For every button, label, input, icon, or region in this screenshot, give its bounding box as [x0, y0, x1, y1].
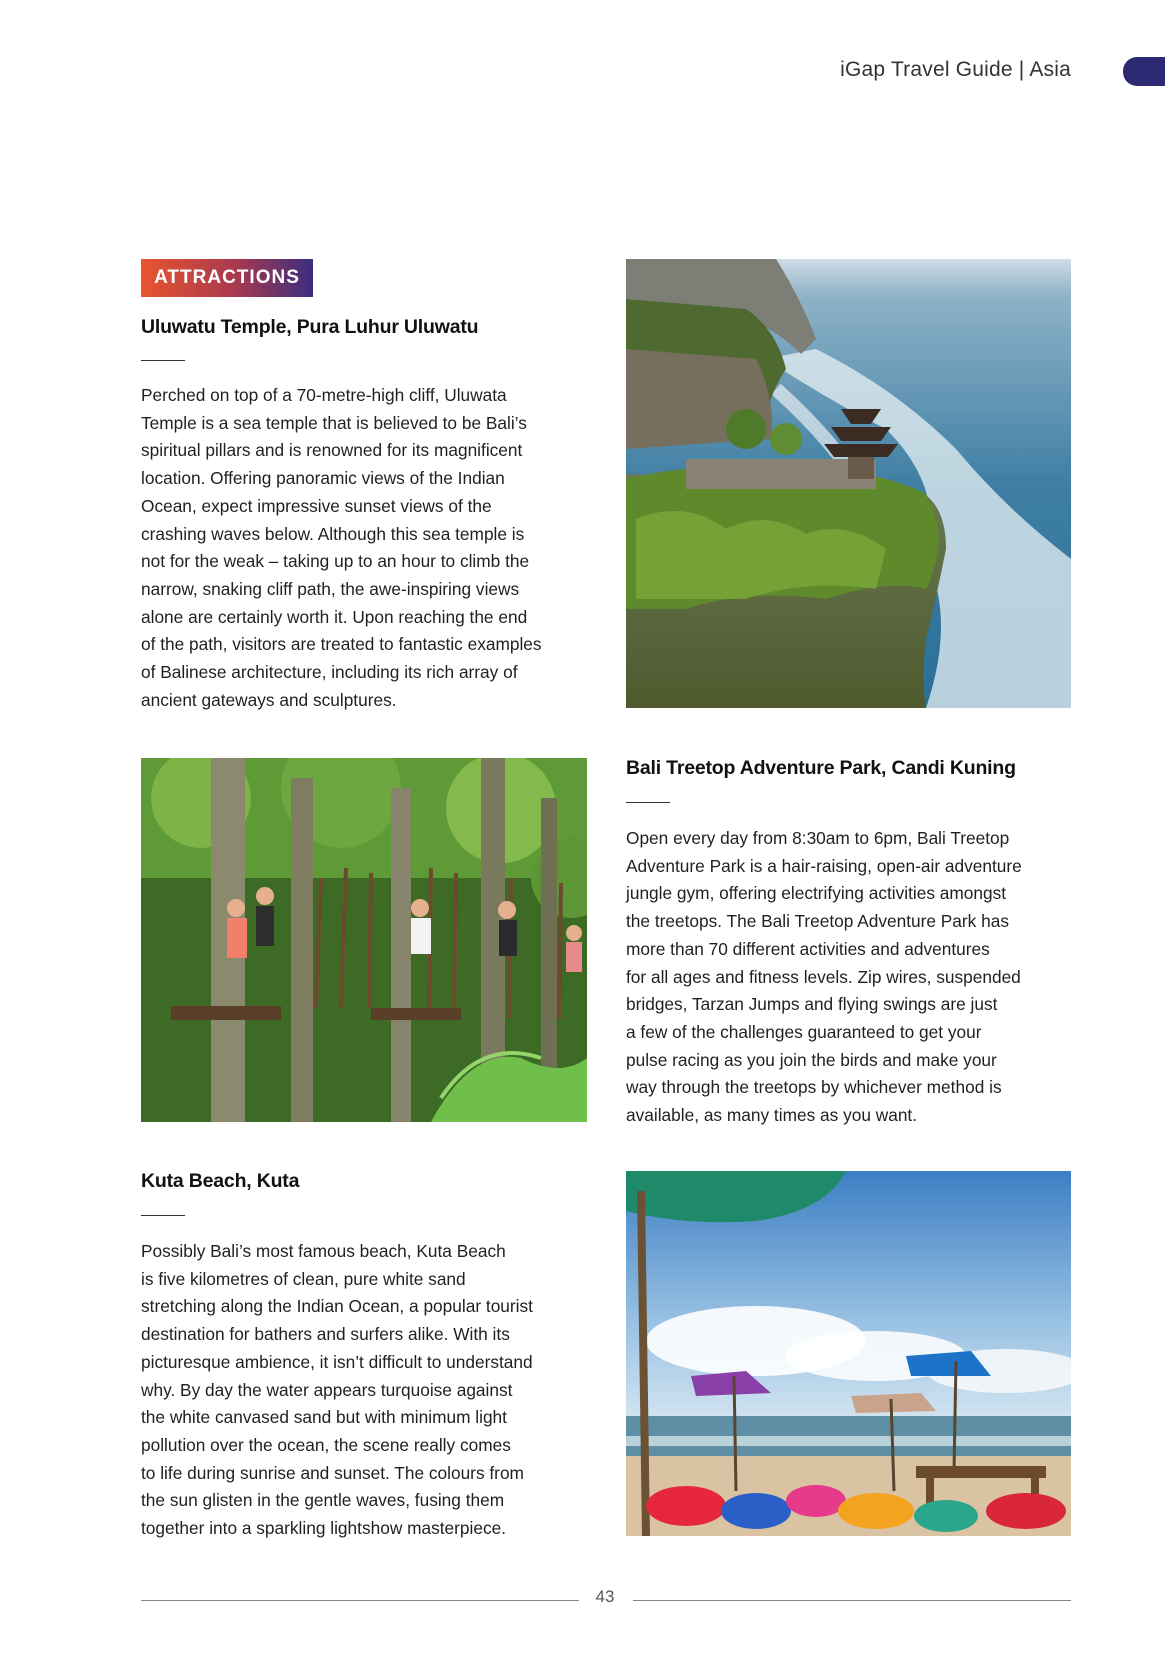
attraction-text-kuta: [141, 1238, 601, 1543]
body-line: ancient gateways and sculptures.: [141, 689, 397, 710]
body-line: why. By day the water appears turquoise against: [141, 1379, 513, 1400]
footer-rule-right: [633, 1600, 1071, 1601]
page-number: 43: [595, 1587, 615, 1606]
body-line: Open every day from 8:30am to 6pm, Bali Treetop: [626, 828, 1010, 848]
body-line: the treetops. The Bali Treetop Adventure Park has: [626, 911, 1009, 932]
body-line: stretching along the Indian Ocean, a popular tourist: [141, 1296, 533, 1317]
body-line: together into a sparkling lightshow masterpiece.: [141, 1518, 507, 1539]
uluwatu-temple-photo: [626, 259, 1071, 708]
treetop-adventure-photo: [141, 758, 587, 1122]
body-line: the sun glisten in the gentle waves, fusing them: [141, 1490, 505, 1511]
body-line: a few of the challenges guaranteed to get your: [626, 1021, 982, 1042]
body-line: spiritual pillars and is renowned for its magnificent: [141, 440, 523, 461]
body-line: available, as many times as you want.: [626, 1105, 918, 1126]
body-line: to life during sunrise and sunset. The colours from: [141, 1462, 524, 1483]
title-divider: [141, 1215, 185, 1216]
kuta-beach-photo: [626, 1171, 1071, 1536]
section-badge: ATTRACTIONS: [141, 259, 313, 297]
body-line: bridges, Tarzan Jumps and flying swings are just: [626, 994, 998, 1015]
body-line: is five kilometres of clean, pure white sand: [141, 1268, 466, 1289]
title-divider: [626, 802, 670, 803]
body-line: pulse racing as you join the birds and make your: [626, 1049, 997, 1070]
body-line: Possibly Bali’s most famous beach, Kuta Beach: [141, 1241, 506, 1261]
attraction-title-kuta: Kuta Beach, Kuta: [141, 1170, 300, 1192]
body-line: Adventure Park is a hair-raising, open-air adventure: [626, 855, 1022, 876]
body-line: alone are certainly worth it. Upon reaching the end: [141, 606, 528, 627]
attraction-text-treetop: [626, 825, 1086, 1130]
body-line: Ocean, expect impressive sunset views of the: [141, 495, 492, 516]
body-line: jungle gym, offering electrifying activities amongst: [626, 883, 1007, 904]
body-line: more than 70 different activities and adventures: [626, 938, 990, 959]
attraction-title-uluwatu: Uluwatu Temple, Pura Luhur Uluwatu: [141, 316, 479, 338]
footer-rule-left: [141, 1600, 579, 1601]
body-line: not for the weak – taking up to an hour to climb the: [141, 551, 530, 572]
body-line: narrow, snaking cliff path, the awe-inspiring views: [141, 578, 520, 599]
title-divider: [141, 360, 185, 361]
attraction-text-uluwatu: [141, 382, 601, 714]
body-line: of Balinese architecture, including its rich array of: [141, 662, 518, 683]
attraction-title-treetop: Bali Treetop Adventure Park, Candi Kuning: [626, 757, 1016, 779]
body-line: Perched on top of a 70-metre-high cliff, Uluwata: [141, 385, 507, 405]
body-line: Temple is a sea temple that is believed to be Bali’s: [141, 412, 527, 433]
header-accent-tab: [1123, 57, 1165, 86]
body-line: location. Offering panoramic views of the Indian: [141, 468, 505, 489]
body-line: crashing waves below. Although this sea temple is: [141, 523, 525, 544]
body-line: the white canvased sand but with minimum light: [141, 1407, 507, 1428]
running-header: iGap Travel Guide | Asia: [840, 58, 1071, 81]
body-line: of the path, visitors are treated to fantastic examples: [141, 634, 542, 655]
body-line: pollution over the ocean, the scene really comes: [141, 1434, 511, 1455]
body-line: picturesque ambience, it isn’t difficult to understand: [141, 1351, 533, 1372]
body-line: destination for bathers and surfers alike. With its: [141, 1324, 510, 1345]
body-line: way through the treetops by whichever method is: [626, 1077, 1002, 1098]
body-line: for all ages and fitness levels. Zip wires, suspended: [626, 966, 1021, 987]
